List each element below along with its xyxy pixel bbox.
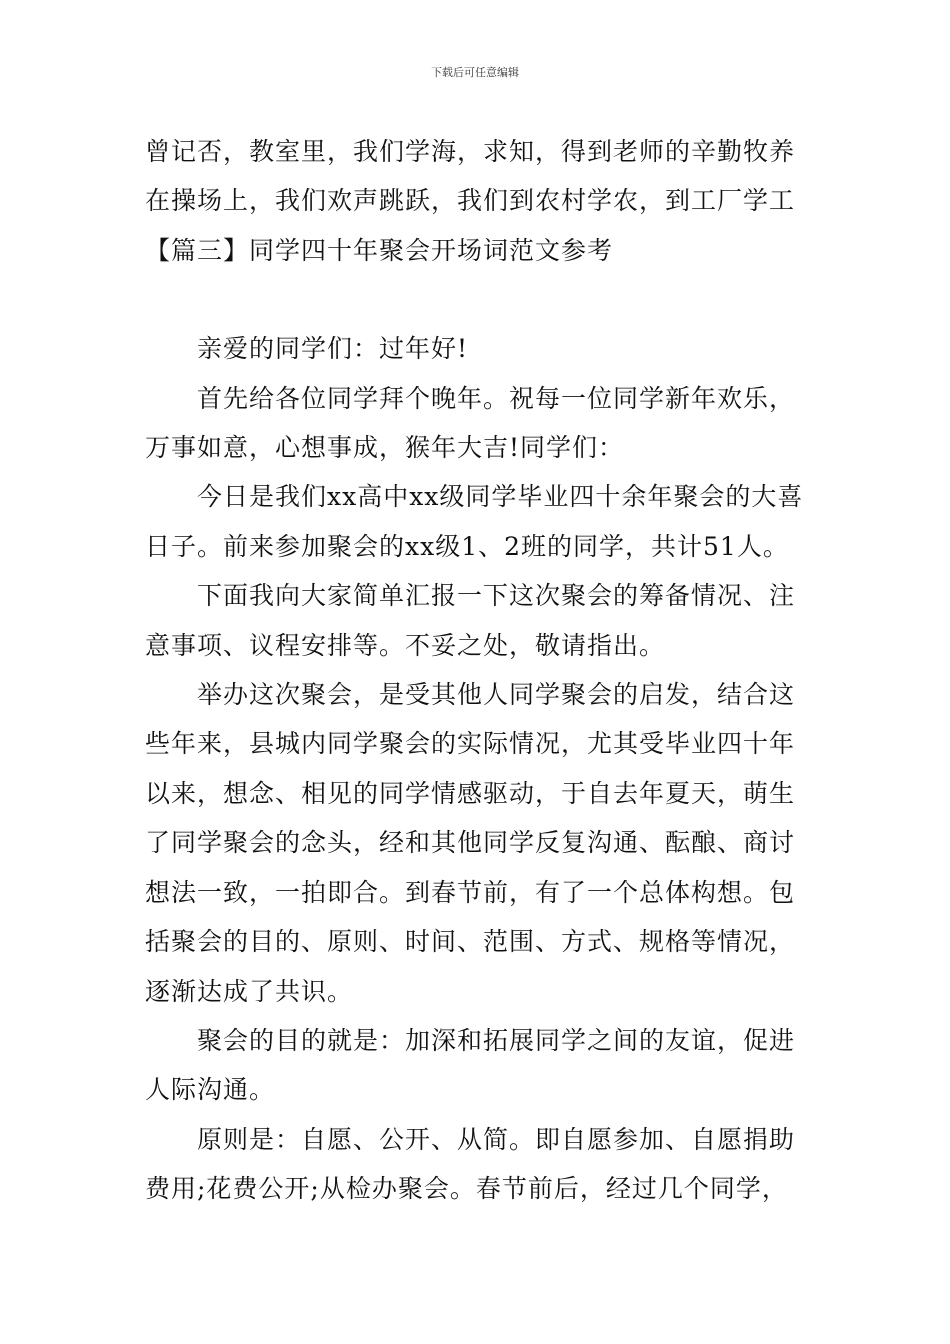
paragraph: 举办这次聚会，是受其他人同学聚会的启发，结合这些年来，县城内同学聚会的实际情况，尤其受毕业四十年以来，想念、相见的同学情感驱动，于自去年夏天，萌生了同学聚会的念头，经和其他同学反复沟通、酝酿、商讨想法一致，一拍即合。到春节前，有了一个总体构想。包括聚会的目的、原则、时间、范围、方式、规格等情况，逐渐达成了共识。 — [145, 680, 796, 1006]
paragraph: 首先给各位同学拜个晚年。祝每一位同学新年欢乐，万事如意，心想事成，猴年大吉!同学们： — [145, 383, 796, 463]
paragraph: 聚会的目的就是：加深和拓展同学之间的友谊，促进人际沟通。 — [145, 1025, 796, 1105]
text-line: 曾记否，教室里，我们学海，求知，得到老师的辛勤牧养 — [145, 137, 796, 166]
section-title: 【篇三】同学四十年聚会开场词范文参考 — [145, 235, 614, 265]
paragraph: 原则是：自愿、公开、从简。即自愿参加、自愿捐助费用;花费公开;从检办聚会。春节前后，经过几个同学， — [145, 1124, 796, 1204]
blank-line — [145, 275, 810, 324]
paragraph: 今日是我们xx高中xx级同学毕业四十余年聚会的大喜日子。前来参加聚会的xx级1、2班的同学，共计51人。 — [145, 482, 804, 561]
page-header-note: 下载后可任意编辑 — [431, 66, 519, 79]
paragraph: 下面我向大家简单汇报一下这次聚会的筹备情况、注意事项、议程安排等。不妥之处，敬请指出。 — [145, 581, 796, 660]
greeting-paragraph: 亲爱的同学们：过年好! — [197, 334, 469, 364]
text-line: 在操场上，我们欢声跳跃，我们到农村学农，到工厂学工 — [145, 186, 796, 216]
document-body — [145, 127, 810, 1214]
